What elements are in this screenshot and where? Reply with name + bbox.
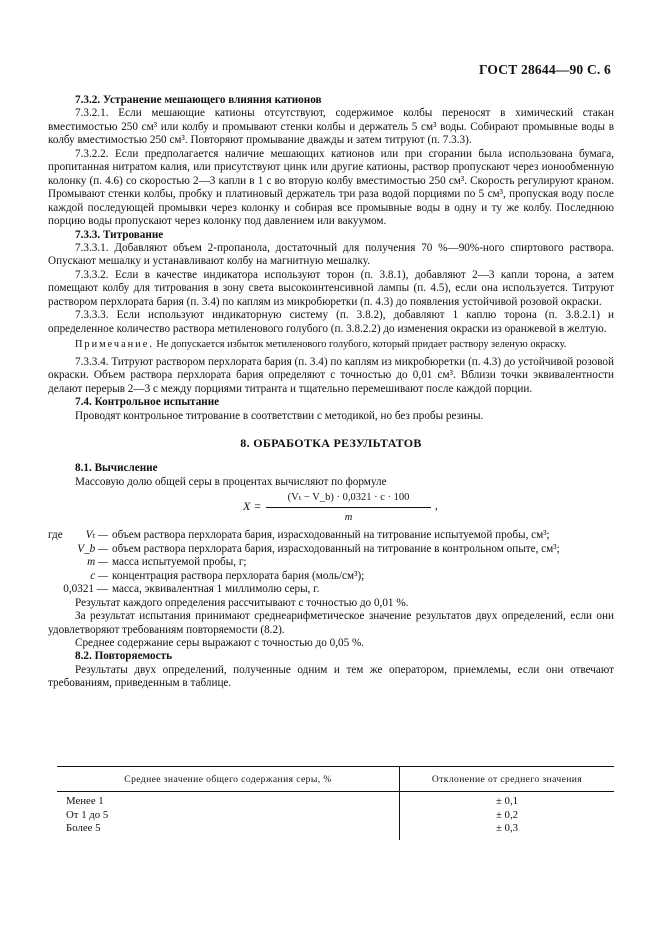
note-label: Примечание.	[75, 339, 154, 351]
legend-text: объем раствора перхлората бария, израсходованный на титрование испытуемой пробы, см³;	[112, 529, 550, 542]
table-cell: Более 5	[57, 822, 400, 840]
paragraph-accuracy-1: Результат каждого определения рассчитывают с точностью до 0,01 %.	[75, 596, 409, 609]
legend-symbol: 0,0321 —	[63, 583, 108, 596]
table-header-row	[57, 767, 614, 792]
legend-row	[48, 556, 614, 569]
section-title-8: 8. ОБРАБОТКА РЕЗУЛЬТАТОВ	[240, 436, 422, 451]
paragraph-7-3-3-1: 7.3.3.1. Добавляют объем 2-пропанола, достаточный для получения 70 %—90%-ного спиртового раствора. Опускают мешалку и устанавливают колбу на магнитную мешалку.	[48, 241, 614, 268]
legend-text: масса испытуемой пробы, г;	[112, 556, 247, 569]
legend-text: объем раствора перхлората бария, израсходованный на титрование в контрольном опыте, см³;	[112, 542, 560, 555]
legend-symbol: c —	[90, 569, 108, 582]
legend-row	[48, 529, 614, 542]
section-heading-8-1: 8.1. Вычисление	[75, 462, 158, 475]
formula-tail: ,	[435, 500, 438, 513]
legend-row	[48, 570, 614, 583]
legend-symbol: V_b —	[77, 542, 108, 555]
where-word: где	[48, 529, 63, 542]
paragraph-accuracy-3: Среднее содержание серы выражают с точностью до 0,05 %.	[75, 637, 365, 649]
paragraph-7-3-3-4: 7.3.3.4. Титруют раствором перхлората бария (п. 3.4) по каплям из микробюретки (п. 4.3) до устойчивой розовой окраски. Объем раствора перхлората бария определяют с точностью до 0,01 см³. Вблизи точки эквивалентности делают перерыв 2—3 с между порциями титранта и тщательно перемешивают после каждой порции.	[48, 355, 614, 395]
legend-row	[48, 543, 614, 556]
note	[48, 339, 614, 352]
paragraph-7-4: Проводят контрольное титрование в соответствии с методикой, но без пробы резины.	[75, 409, 484, 422]
section-heading-8-2: 8.2. Повторяемость	[75, 650, 172, 663]
section-heading-7-3-3: 7.3.3. Титрование	[75, 228, 164, 241]
table-cell: Менее 1	[57, 792, 400, 809]
table-cell: ± 0,3	[495, 822, 519, 834]
legend-text: концентрация раствора перхлората бария (моль/см³);	[112, 569, 365, 582]
paragraph-7-3-2-2: 7.3.2.2. Если предполагается наличие мешающих катионов или при сгорании была использована бумага, пропитанная нитратом калия, или присутствуют цинк или другие катионы, раствор пропускают через ионообменную колонку (п. 4.6) со скоростью 2—3 капли в 1 с во вторую колбу вместимостью 250 см³. Скорость регулируют краном. Промывают стенки колбы, пробку и платиновый держатель три раза водой порциями по 5 см³, пропуская воду после каждой последующей промывки через колонку и собирая все промывные воды в одну и ту же колбу. Последнюю порцию воды пропускают через колонку под давлением или вакуумом.	[48, 147, 614, 228]
page-header: ГОСТ 28644—90 С. 6	[478, 62, 611, 77]
paragraph-accuracy-2: За результат испытания принимают среднеарифметическое значение результатов двух определений, если они удовлетворяют требованиям повторяемости (8.2).	[48, 610, 614, 636]
paragraph-repeatability: Результаты двух определений, полученные одним и тем же оператором, приемлемы, если они отвечают требованиям, приведенным в таблице.	[48, 663, 614, 690]
table-row	[57, 809, 614, 823]
table-header-cell: Отклонение от среднего значения	[400, 767, 615, 792]
formula	[48, 491, 614, 525]
table-header-cell: Среднее значение общего содержания серы, %	[57, 767, 400, 792]
table-cell: ± 0,2	[495, 808, 519, 821]
paragraph-7-3-3-3: 7.3.3.3. Если используют индикаторную систему (п. 3.8.2), добавляют 1 каплю торона (п. 3.8.2.1) и определенное количество раствора метиленового голубого (п. 3.8.2.2) до изменения окраски из оранжевой в желтую.	[48, 309, 614, 335]
table-row	[57, 792, 614, 809]
formula-fraction-bar	[266, 507, 431, 508]
note-text: Не допускается избыток метиленового голубого, который придает раствору зеленую окраску.	[153, 339, 567, 351]
document-body	[48, 94, 614, 691]
paragraph-7-3-2-1: 7.3.2.1. Если мешающие катионы отсутствуют, содержимое колбы переносят в химический стакан вместимостью 250 см³ или колбу и промывают стенки колбы и держатель 5 см³ воды. Собирают промывные воды в колбу вместимостью 250 см³. Повторяют промывание дважды и затем титруют (п. 7.3.3).	[48, 107, 614, 147]
legend-symbol: m —	[87, 556, 108, 569]
paragraph-7-3-3-2: 7.3.3.2. Если в качестве индикатора используют торон (п. 3.8.1), добавляют 2—3 капли торона, а затем помещают колбу для титрования в зону света высокоинтенсивной лампы (п. 4.5), если она используется. Титруют раствором перхлората бария (п. 3.4) по каплям из микробюретки (п. 4.3) до появления устойчивой розовой окраски.	[48, 268, 614, 308]
section-heading-7-3-2: 7.3.2. Устранение мешающего влияния катионов	[75, 94, 322, 106]
table-row	[57, 822, 614, 840]
section-heading-7-4: 7.4. Контрольное испытание	[75, 396, 220, 409]
legend-symbol: где Vₜ —	[48, 529, 108, 542]
formula-denominator: m	[344, 512, 353, 524]
table-cell: От 1 до 5	[57, 809, 400, 823]
legend-row	[48, 583, 614, 596]
formula-numerator: (Vₜ − V_b) · 0,0321 · c · 100	[287, 492, 410, 504]
paragraph-formula-intro: Массовую долю общей серы в процентах вычисляют по формуле	[75, 475, 387, 488]
table-cell: ± 0,1	[495, 795, 519, 807]
formula-lhs: X =	[243, 499, 262, 514]
legend-text: масса, эквивалентная 1 миллимолю серы, г.	[112, 583, 320, 596]
repeatability-table	[57, 766, 614, 840]
formula-legend	[48, 529, 614, 596]
